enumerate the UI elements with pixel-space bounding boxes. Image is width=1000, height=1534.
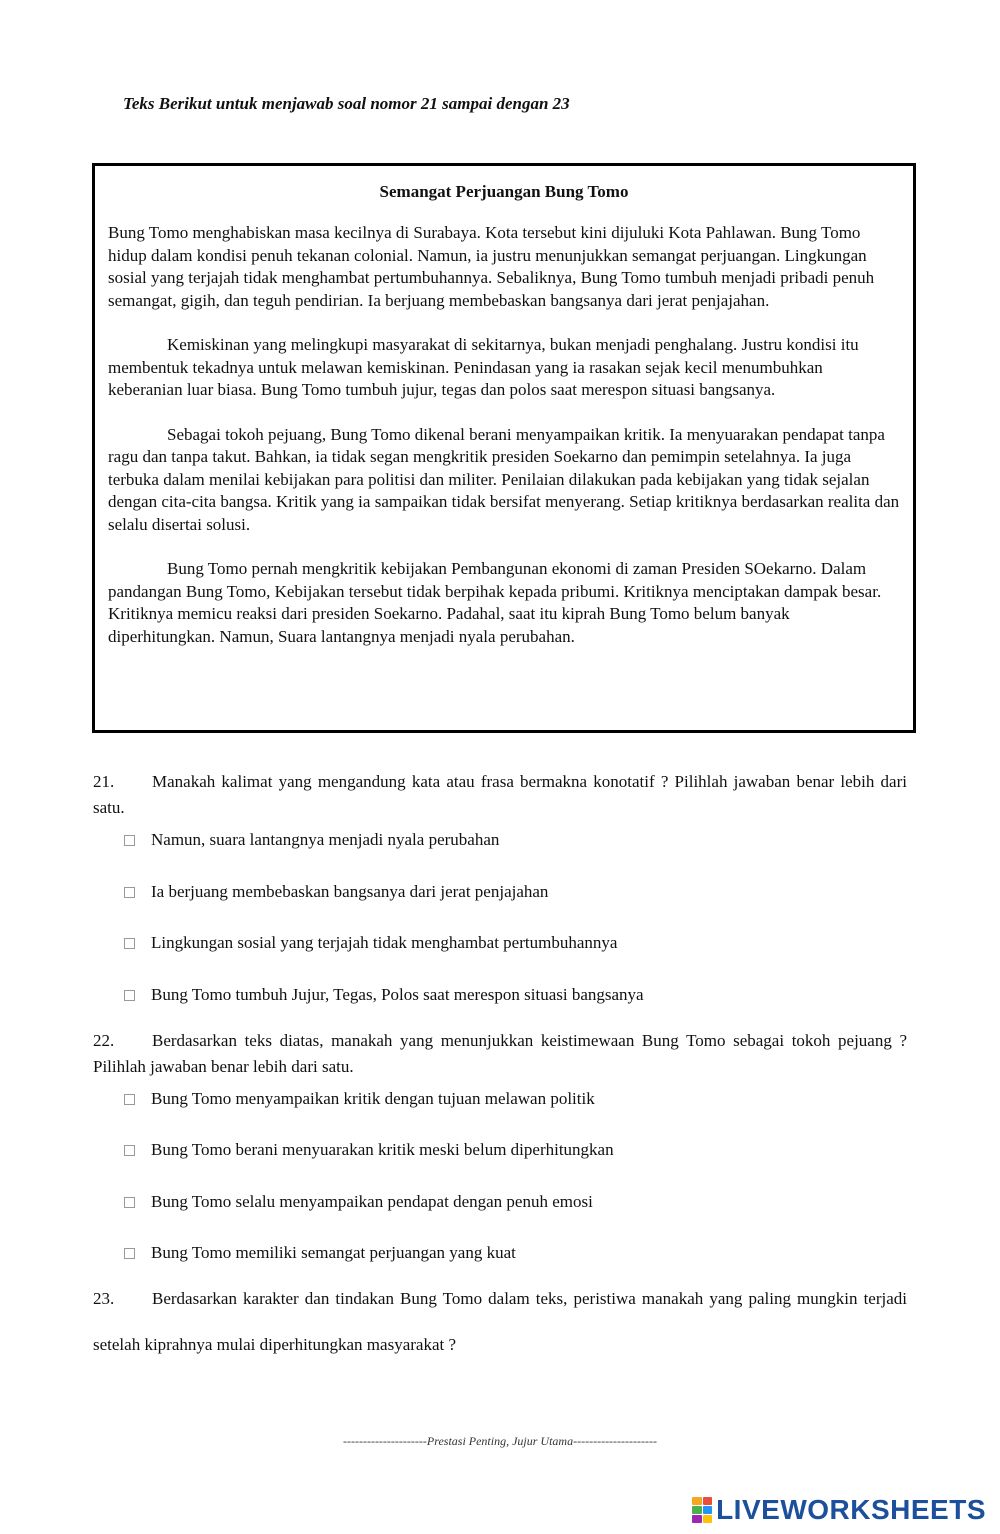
option-label: Lingkungan sosial yang terjajah tidak menghambat pertumbuhannya [151,933,618,952]
option-label: Namun, suara lantangnya menjadi nyala perubahan [151,830,500,849]
question-text: Manakah kalimat yang mengandung kata atau frasa bermakna konotatif ? Pilihlah jawaban benar lebih dari satu. [93,772,907,817]
q21-option-4[interactable] [124,984,644,1006]
passage-paragraph-3: Sebagai tokoh pejuang, Bung Tomo dikenal berani menyampaikan kritik. Ia menyuarakan pendapat tanpa ragu dan tanpa takut. Bahkan, ia tidak segan mengkritik presiden Soekarno dan pemimpin setelahnya. Ia juga terbuka dalam menilai kebijakan para politisi dan militer. Penilaian dilakukan pada kebijakan yang tidak sejalan dengan cita-cita bangsa. Kritik yang ia sampaikan tidak bersifat menyerang. Setiap kritiknya berdasarkan realita dan selalu disertai solusi. [108,424,900,534]
brand-name: LIVEWORKSHEETS [716,1494,986,1525]
option-label: Bung Tomo berani menyuarakan kritik meski belum diperhitungkan [151,1140,614,1159]
question-23 [93,1276,907,1368]
q21-option-2[interactable] [124,881,548,903]
q22-option-4[interactable] [124,1242,516,1264]
passage-title: Semangat Perjuangan Bung Tomo [379,182,629,201]
passage-box [92,163,916,733]
question-text: Berdasarkan teks diatas, manakah yang menunjukkan keistimewaan Bung Tomo sebagai tokoh pejuang ? Pilihlah jawaban benar lebih dari satu. [93,1031,907,1076]
question-text: Berdasarkan karakter dan tindakan Bung Tomo dalam teks, peristiwa manakah yang paling mungkin terjadi setelah kiprahnya mulai diperhitungkan masyarakat ? [93,1289,907,1354]
question-number: 22. [93,1031,115,1050]
q22-option-1[interactable] [124,1088,595,1110]
checkbox-icon[interactable] [124,887,135,898]
question-21 [93,769,907,821]
checkbox-icon[interactable] [124,1248,135,1259]
checkbox-icon[interactable] [124,1145,135,1156]
checkbox-icon[interactable] [124,1094,135,1105]
instruction-heading: Teks Berikut untuk menjawab soal nomor 21 sampai dengan 23 [123,94,570,113]
passage-paragraph-2: Kemiskinan yang melingkupi masyarakat di sekitarnya, bukan menjadi penghalang. Justru kondisi itu membentuk tekadnya untuk melawan kemiskinan. Penindasan yang ia rasakan sejak kecil menumbuhkan keberanian luar biasa. Bung Tomo tumbuh jujur, tegas dan polos saat merespon situasi bangsanya. [108,335,859,399]
checkbox-icon[interactable] [124,835,135,846]
question-22 [93,1028,907,1080]
question-number: 21. [93,772,115,791]
option-label: Bung Tomo selalu menyampaikan pendapat dengan penuh emosi [151,1192,593,1211]
option-label: Bung Tomo menyampaikan kritik dengan tujuan melawan politik [151,1089,595,1108]
q22-option-2[interactable] [124,1139,614,1161]
checkbox-icon[interactable] [124,990,135,1001]
brand-logo [692,1494,986,1526]
q21-option-1[interactable] [124,829,499,851]
option-label: Bung Tomo tumbuh Jujur, Tegas, Polos saat merespon situasi bangsanya [151,985,644,1004]
passage-paragraph-1: Bung Tomo menghabiskan masa kecilnya di Surabaya. Kota tersebut kini dijuluki Kota Pahlawan. Bung Tomo hidup dalam kondisi penuh tekanan colonial. Namun, ia justru menunjukkan semangat perjuangan. Lingkungan sosial yang terjajah tidak menghambat pertumbuhannya. Sebaliknya, Bung Tomo tumbuh menjadi pribadi penuh semangat, gigih, dan teguh pendirian. Ia berjuang membebaskan bangsanya dari jerat penjajahan. [108,223,875,310]
q21-option-3[interactable] [124,932,617,954]
page-footer: ---------------------Prestasi Penting, Jujur Utama--------------------- [342,1434,658,1448]
option-label: Ia berjuang membebaskan bangsanya dari jerat penjajahan [151,882,549,901]
checkbox-icon[interactable] [124,1197,135,1208]
liveworksheets-logo-icon [692,1497,712,1523]
passage-paragraph-4: Bung Tomo pernah mengkritik kebijakan Pembangunan ekonomi di zaman Presiden SOekarno. Dalam pandangan Bung Tomo, Kebijakan tersebut tidak berpihak kepada pribumi. Kritiknya menciptakan dampak besar. Kritiknya memicu reaksi dari presiden Soekarno. Padahal, saat itu kiprah Bung Tomo belum banyak diperhitungkan. Namun, Suara lantangnya menjadi nyala perubahan. [108,559,882,646]
checkbox-icon[interactable] [124,938,135,949]
q22-option-3[interactable] [124,1191,593,1213]
question-number: 23. [93,1289,115,1308]
option-label: Bung Tomo memiliki semangat perjuangan yang kuat [151,1243,516,1262]
